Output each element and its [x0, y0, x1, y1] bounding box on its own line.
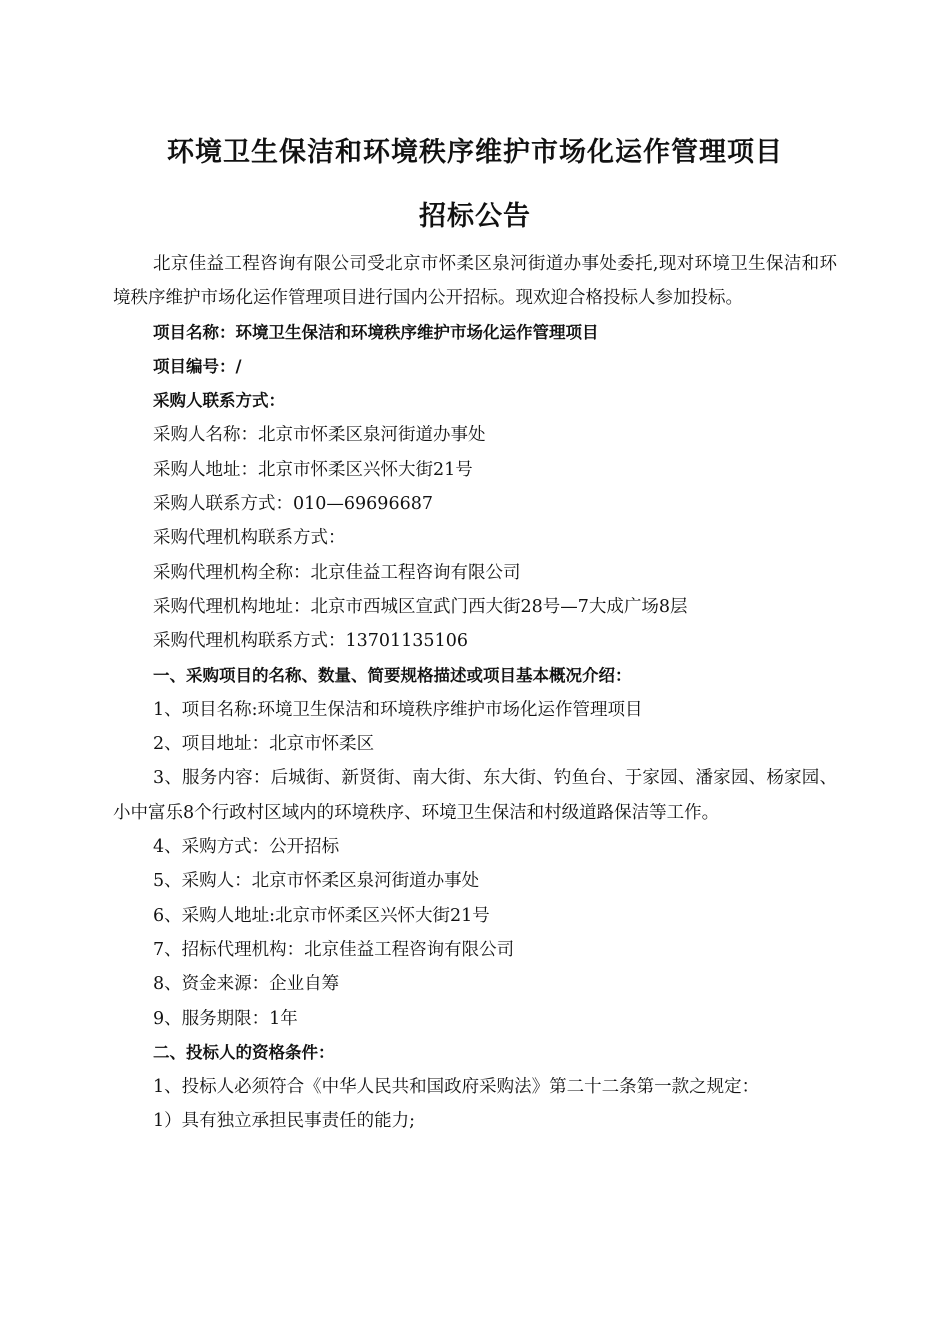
section1-item: 1、项目名称:环境卫生保洁和环境秩序维护市场化运作管理项目	[153, 699, 643, 720]
agency-address: 采购代理机构地址：北京市西城区宣武门西大街28号—7大成广场8层	[153, 596, 688, 617]
section1-item: 2、项目地址：北京市怀柔区	[153, 734, 375, 755]
agency-name: 采购代理机构全称：北京佳益工程咨询有限公司	[153, 562, 521, 583]
section1-item: 7、招标代理机构：北京佳益工程咨询有限公司	[153, 939, 515, 960]
section1-item: 5、采购人：北京市怀柔区泉河街道办事处	[153, 871, 480, 892]
section1-item: 3、服务内容：后城街、新贤街、南大街、东大街、钓鱼台、于家园、潘家园、杨家园、小中富乐8个行政村区域内的环境秩序、环境卫生保洁和村级道路保洁等工作。	[113, 768, 837, 823]
purchaser-phone: 采购人联系方式：010—69696687	[153, 494, 433, 515]
purchaser-address: 采购人地址：北京市怀柔区兴怀大街21号	[153, 459, 473, 480]
section1-heading: 一、采购项目的名称、数量、简要规格描述或项目基本概况介绍：	[153, 665, 632, 685]
intro-paragraph: 北京佳益工程咨询有限公司受北京市怀柔区泉河街道办事处委托,现对环境卫生保洁和环境秩序维护市场化运作管理项目进行国内公开招标。现欢迎合格投标人参加投标。	[113, 254, 837, 309]
document-subtitle: 招标公告	[419, 201, 531, 232]
purchaser-contact-heading: 采购人联系方式：	[153, 391, 285, 411]
section1-item: 9、服务期限：1年	[153, 1008, 298, 1029]
section2-heading: 二、投标人的资格条件：	[153, 1042, 335, 1062]
section1-item: 6、采购人地址:北京市怀柔区兴怀大街21号	[153, 905, 490, 926]
project-number: 项目编号：/	[153, 356, 242, 376]
document-title: 环境卫生保洁和环境秩序维护市场化运作管理项目	[167, 137, 783, 168]
section2-item: 1、投标人必须符合《中华人民共和国政府采购法》第二十二条第一款之规定：	[153, 1077, 760, 1098]
section2-item: 1）具有独立承担民事责任的能力;	[153, 1111, 416, 1132]
agency-phone: 采购代理机构联系方式：13701135106	[153, 631, 468, 652]
project-name: 项目名称：环境卫生保洁和环境秩序维护市场化运作管理项目	[153, 322, 599, 342]
agency-contact-heading: 采购代理机构联系方式：	[153, 528, 346, 549]
section1-item: 8、资金来源：企业自筹	[153, 974, 340, 995]
purchaser-name: 采购人名称：北京市怀柔区泉河街道办事处	[153, 425, 486, 446]
document-body	[113, 247, 837, 1139]
section1-item: 4、采购方式：公开招标	[153, 837, 340, 858]
